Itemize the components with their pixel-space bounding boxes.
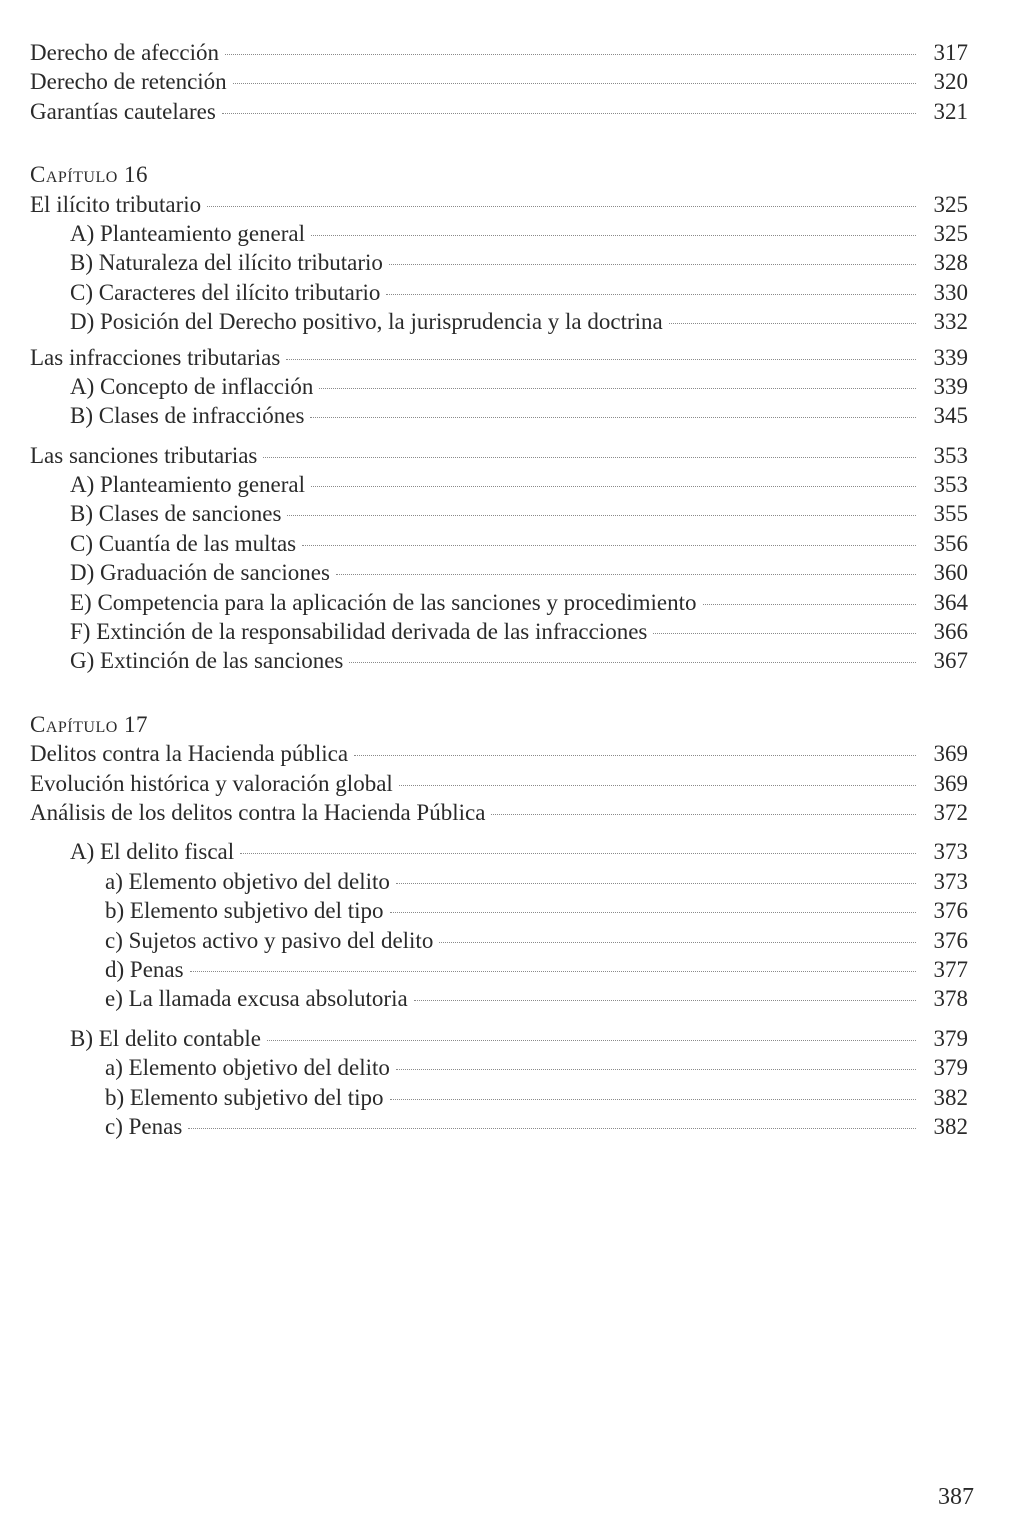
toc-entry: c) Sujetos activo y pasivo del delito 376 — [105, 927, 968, 953]
toc-section-title: Evolución histórica y valoración global 369 — [30, 770, 968, 796]
toc-section-title: Análisis de los delitos contra la Hacienda Pública 372 — [30, 799, 968, 825]
toc-entry: B) Clases de sanciones 355 — [70, 501, 968, 527]
toc-entry: D) Graduación de sanciones 360 — [70, 560, 968, 586]
toc-entry: E) Competencia para la aplicación de las sanciones y procedimiento 364 — [70, 589, 968, 615]
toc-entry: A) El delito fiscal 373 — [70, 839, 968, 865]
toc-entry: A) Concepto de inflacción 339 — [70, 373, 968, 399]
toc-entry: a) Elemento objetivo del delito 373 — [105, 868, 968, 894]
toc-entry: C) Caracteres del ilícito tributario 330 — [70, 279, 968, 305]
toc-entry: Derecho de afección 317 — [30, 40, 968, 65]
toc-entry: B) Clases de infracciónes 345 — [70, 403, 968, 429]
page-number: 387 — [938, 1484, 974, 1510]
toc-entry: C) Cuantía de las multas 356 — [70, 530, 968, 556]
chapter-heading: Capítulo 17 — [30, 711, 149, 737]
toc-entry: F) Extinción de la responsabilidad derivada de las infracciones 366 — [70, 619, 968, 645]
toc-section-title: Las infracciones tributarias 339 — [30, 344, 968, 370]
table-of-contents — [30, 38, 968, 1141]
toc-entry: B) Naturaleza del ilícito tributario 328 — [70, 250, 968, 276]
toc-entry: B) El delito contable 379 — [70, 1025, 968, 1051]
chapter-heading: Capítulo 16 — [30, 162, 149, 188]
toc-entry: d) Penas 377 — [105, 956, 968, 982]
toc-entry: G) Extinción de las sanciones 367 — [70, 648, 968, 674]
toc-section-title: Delitos contra la Hacienda pública 369 — [30, 741, 968, 767]
toc-entry: D) Posición del Derecho positivo, la jurisprudencia y la doctrina 332 — [70, 309, 968, 335]
toc-entry: b) Elemento subjetivo del tipo 382 — [105, 1084, 968, 1110]
toc-entry: A) Planteamiento general 325 — [70, 220, 968, 246]
toc-entry: A) Planteamiento general 353 — [70, 472, 968, 498]
toc-entry: b) Elemento subjetivo del tipo 376 — [105, 898, 968, 924]
toc-entry: c) Penas 382 — [105, 1113, 968, 1139]
toc-entry: Garantías cautelares 321 — [30, 98, 968, 124]
toc-entry: a) Elemento objetivo del delito 379 — [105, 1055, 968, 1081]
toc-entry: e) La llamada excusa absolutoria 378 — [105, 986, 968, 1012]
toc-section-title: El ilícito tributario 325 — [30, 191, 968, 217]
toc-entry: Derecho de retención 320 — [30, 69, 968, 95]
toc-section-title: Las sanciones tributarias 353 — [30, 442, 968, 468]
